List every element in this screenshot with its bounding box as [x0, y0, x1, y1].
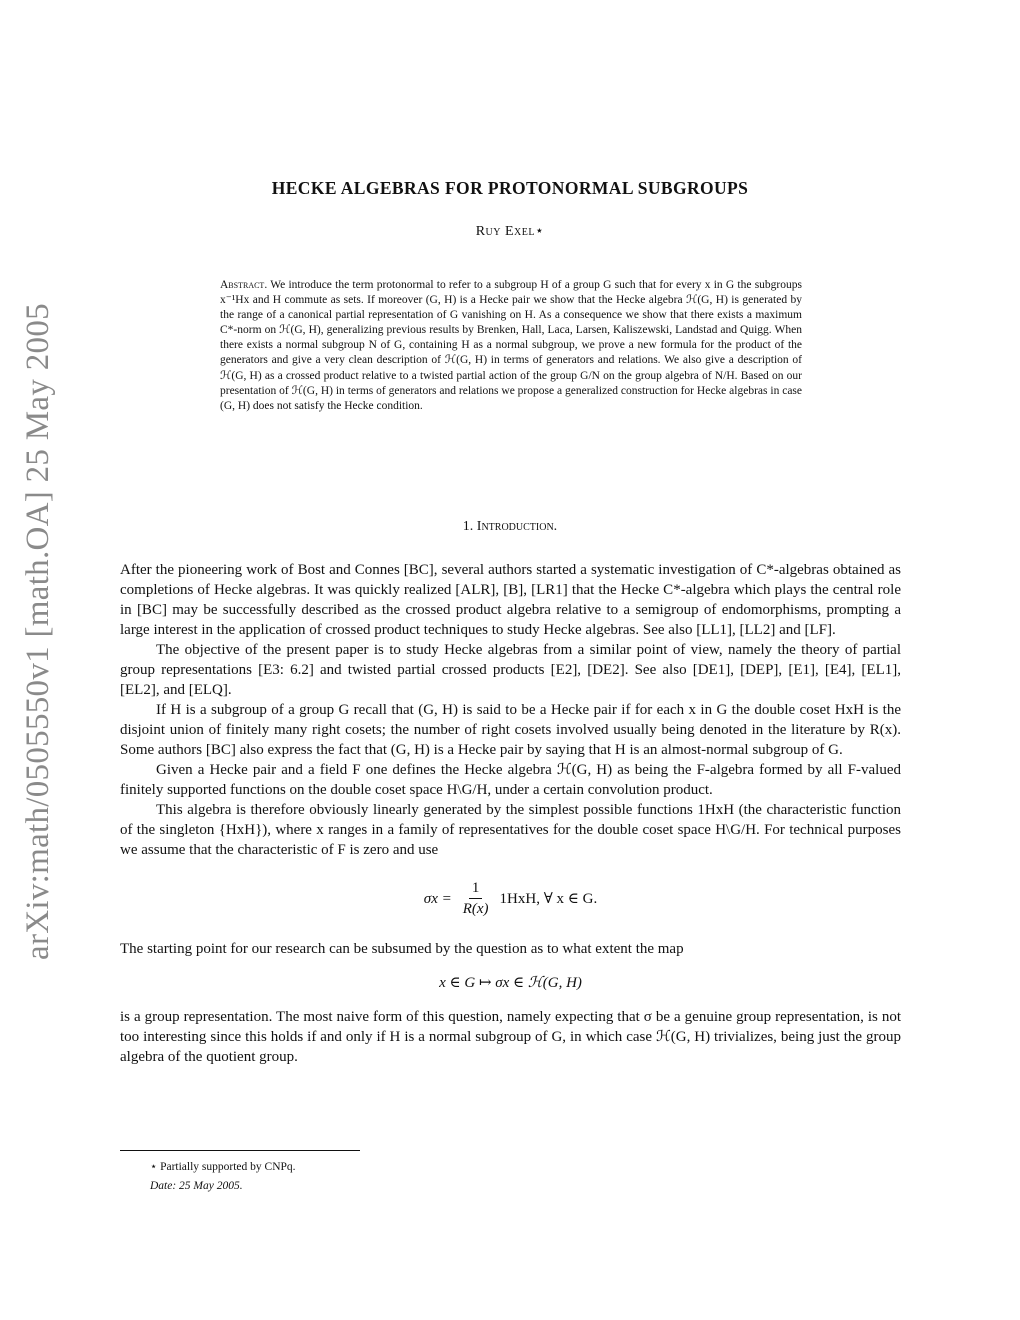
section-heading: 1. Introduction. — [462, 519, 558, 534]
sigma-fraction — [460, 878, 492, 919]
author-name: Ruy Exel⋆ — [475, 224, 545, 239]
sigma-lhs: σx = — [423, 890, 452, 907]
fraction-numerator: 1 — [469, 878, 483, 899]
paragraph-3: If H is a subgroup of a group G recall that (G, H) is said to be a Hecke pair if for each x in G the double coset HxH is the disjoint union of finitely many right cosets; the number of right cosets involved usually being denoted in the literature by R(x). Some authors [BC] also express the fact that (G, H) is a Hecke pair by saying that H is an almost-normal subgroup of G. — [120, 702, 901, 758]
footnotes — [150, 1158, 296, 1196]
paragraph-2: The objective of the present paper is to study Hecke algebras from a similar point of view, namely the theory of partial group representations [E3: 6.2] and twisted partial crossed products [E2], [DE2]. See also [DE1], [DEP], [E1], [E4], [EL1], [EL2], and [ELQ]. — [120, 642, 901, 698]
abstract-label: Abstract. — [220, 279, 268, 291]
paragraph-5: This algebra is therefore obviously linearly generated by the simplest possible functions 1HxH (the characteristic function of the singleton {HxH}), where x ranges in a family of representatives for the double coset space H\G/H. For technical purposes we assume that the characteristic of F is zero and use — [120, 802, 901, 858]
arxiv-stamp: arXiv:math/0505550v1 [math.OA] 25 May 2005 — [20, 303, 56, 960]
paragraph-1: After the pioneering work of Bost and Connes [BC], several authors started a systematic investigation of C*-algebras obtained as completions of Hecke algebras. It was quickly realized [ALR], [B], [LR1] that the Hecke C*-algebra which plays the central role in [BC] may be successfully described as the crossed product algebra relative to a semigroup of endomorphisms, prompting a large interest in the application of crossed product techniques to study Hecke algebras. See also [LL1], [LL2] and [LF]. — [120, 562, 901, 638]
footnote-divider — [120, 1150, 360, 1151]
body-text — [120, 560, 901, 1067]
paragraph-6: The starting point for our research can be subsumed by the question as to what extent the map — [120, 941, 684, 957]
paragraph-4: Given a Hecke pair and a field F one defines the Hecke algebra ℋ(G, H) as being the F-algebra formed by all F-valued finitely supported functions on the double coset space H\G/H, under a certain convolution product. — [120, 762, 901, 798]
footnote-support: ⋆ Partially supported by CNPq. — [150, 1161, 296, 1173]
footnote-date: Date: 25 May 2005. — [150, 1180, 243, 1192]
sigma-rhs: 1HxH, ∀ x ∈ G. — [499, 890, 598, 907]
paragraph-7: is a group representation. The most naive form of this question, namely expecting that σ be a genuine group representation, is not too interesting since this holds if and only if H is a normal subgroup of G, in which case ℋ(G, H) trivializes, being just the group algebra of the quotient group. — [120, 1009, 901, 1065]
abstract-text: We introduce the term protonormal to refer to a subgroup H of a group G such that for every x in G the subgroups x⁻¹Hx and H commute as sets. If moreover (G, H) is a Hecke pair we show that the Hecke algebra ℋ(G, H) is generated by the range of a canonical partial representation of G vanishing on H. As a consequence we show that there exists a maximum C*-norm on ℋ(G, H), generalizing previous results by Brenken, Hall, Laca, Larsen, Kaliszewski, Landstad and Quigg. When there exists a normal subgroup N of G, containing H as a normal subgroup, we prove a new formula for the product of the generators and give a very clean description of ℋ(G, H) in terms of generators and relations. We also give a description of ℋ(G, H) as a crossed product relative to a twisted partial action of the group G/N on the group algebra of N/H. Based on our presentation of ℋ(G, H) in terms of generators and relations we propose a generalized construction for Hecke algebras in case (G, H) does not satisfy the Hecke condition. — [220, 279, 802, 412]
abstract — [220, 278, 802, 414]
map-equation: x ∈ G ↦ σx ∈ ℋ(G, H) — [439, 975, 582, 991]
paper-title: HECKE ALGEBRAS FOR PROTONORMAL SUBGROUPS — [271, 178, 749, 198]
fraction-denominator: R(x) — [462, 901, 489, 917]
sigma-equation — [120, 878, 901, 919]
